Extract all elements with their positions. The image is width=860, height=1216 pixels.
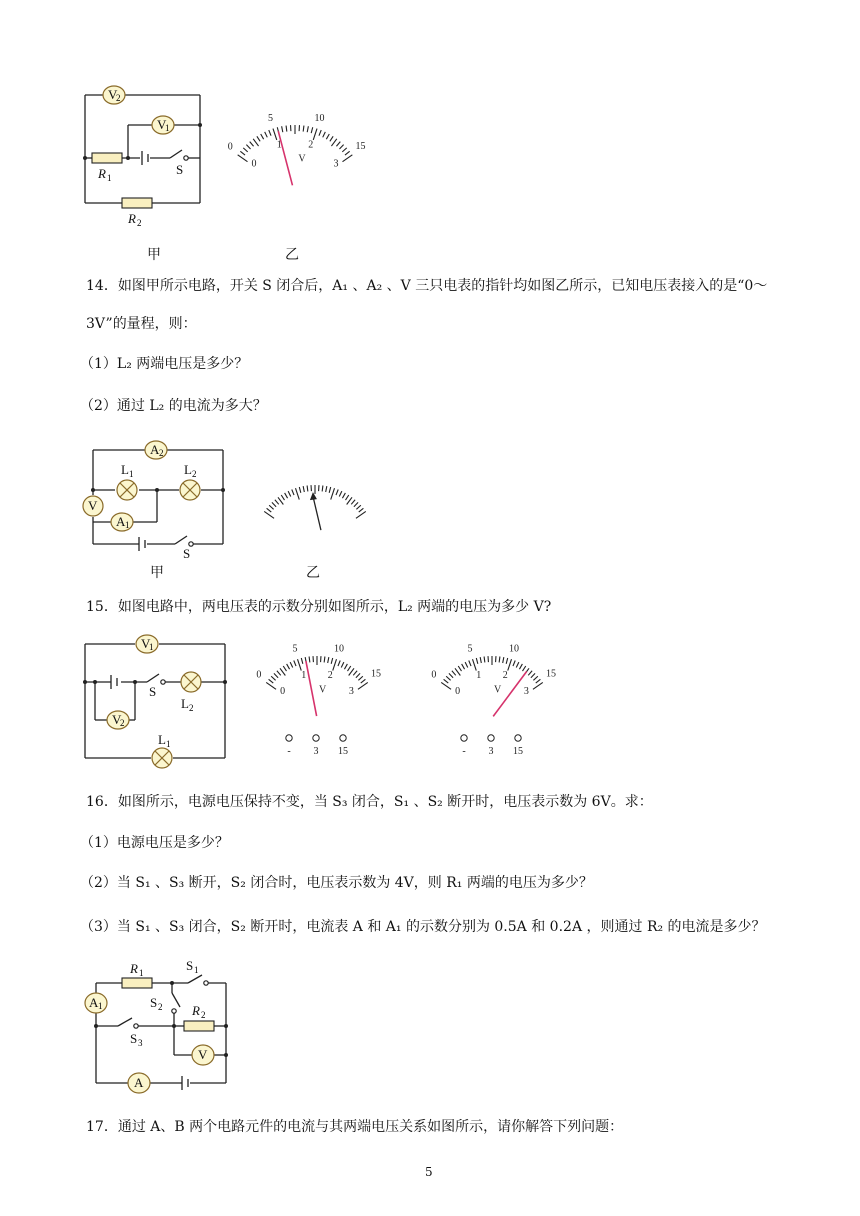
meter14-tick: [285, 493, 288, 498]
svg-text:R: R: [128, 211, 136, 226]
q14-sub2: （2）通过 L₂ 的电流为多大？: [80, 398, 267, 414]
svg-text:1: 1: [194, 965, 199, 975]
figure-14-caption-left: 甲: [150, 565, 164, 581]
meter13-tick: [303, 126, 304, 132]
lamp-l2-icon: [180, 462, 200, 500]
q14-sub1: （1）L₂ 两端电压是多少？: [80, 356, 249, 372]
meter15b-terminal-label: 3: [488, 746, 494, 757]
svg-text:2: 2: [192, 469, 197, 479]
meter15b-tick: [528, 671, 532, 676]
meter13-tick: [343, 155, 353, 162]
svg-text:S: S: [176, 162, 184, 177]
q16-text: 16．如图所示，电源电压保持不变，当 S₃ 闭合，S₁ 、S₂ 断开时，电压表示数为 6V。求：: [86, 794, 653, 810]
meter15b-terminal-label: -: [462, 746, 466, 757]
meter14-tick: [303, 486, 304, 492]
svg-text:2: 2: [159, 448, 164, 458]
q16-sub1: （1）电源电压是多少？: [80, 835, 229, 851]
meter15b-tick: [462, 664, 465, 669]
figure-13-caption-right: 乙: [285, 247, 299, 263]
meter15b-tick: [472, 659, 476, 670]
meter15a-terminal: [340, 735, 346, 741]
figure-15-circuit: [75, 630, 235, 770]
svg-text:S: S: [150, 995, 158, 1010]
meter15a-tick: [344, 664, 347, 669]
svg-text:L: L: [181, 696, 189, 711]
meter15a-tick: [328, 657, 329, 663]
meter15a-tick: [271, 676, 275, 680]
svg-text:1: 1: [139, 968, 144, 978]
meter14-needle: [313, 496, 321, 530]
meter14-tick: [278, 497, 283, 504]
svg-text:R: R: [130, 961, 138, 976]
meter15b-tick: [480, 657, 481, 663]
figure-13-caption-left: 甲: [147, 247, 161, 263]
meter15b-tick: [452, 671, 456, 676]
meter15b-label-outer: 5: [467, 643, 473, 655]
meter13-tick: [313, 129, 317, 140]
meter15b-tick: [519, 664, 522, 669]
svg-text:A: A: [150, 442, 160, 457]
svg-text:2: 2: [137, 218, 142, 228]
meter14-tick: [267, 508, 272, 512]
voltmeter-v1-icon: [152, 116, 174, 134]
meter13-tick: [265, 132, 268, 137]
meter13-unit-label: V: [298, 153, 306, 165]
meter15b-label-inner: 0: [455, 685, 461, 697]
resistor-r1-icon: [122, 978, 152, 988]
voltmeter-v2-icon: [103, 86, 125, 104]
meter13-tick: [311, 127, 313, 133]
ammeter-a1-icon: [85, 993, 107, 1013]
meter15a-tick: [358, 676, 362, 680]
meter14-tick: [264, 511, 274, 518]
q17-text: 17．通过 A、B 两个电路元件的电流与其两端电压关系如图所示，请你解答下列问题：: [86, 1119, 624, 1135]
meter13-label-outer: 10: [314, 112, 325, 124]
meter15b-terminal: [515, 735, 521, 741]
meter15b-tick: [506, 658, 508, 664]
voltmeter-v2-icon: [107, 711, 129, 729]
meter13-label-inner: 3: [333, 158, 339, 170]
meter15b-tick: [499, 657, 500, 663]
svg-text:A: A: [134, 1075, 144, 1090]
meter15a-label-outer-zero: 0: [256, 669, 262, 681]
meter14-tick: [281, 495, 284, 500]
svg-text:1: 1: [107, 173, 112, 183]
figure-13-voltmeter-dial: [210, 100, 380, 185]
svg-text:S: S: [183, 546, 191, 561]
meter15a-label-inner: 3: [348, 685, 354, 697]
meter15b-tick: [458, 666, 461, 671]
figure-16-circuit: [78, 955, 243, 1090]
meter15b-terminal: [461, 735, 467, 741]
meter15b-tick: [465, 662, 468, 667]
meter15a-tick: [358, 682, 368, 689]
meter15a-tick: [294, 661, 296, 667]
meter13-label-inner: 1: [276, 139, 282, 151]
svg-text:1: 1: [165, 123, 170, 133]
meter15b-tick: [455, 668, 460, 675]
figure-13-circuit: [70, 78, 220, 228]
meter15a-tick: [277, 671, 281, 676]
meter15a-tick: [349, 668, 354, 675]
meter13-label-outer-end: 15: [355, 141, 366, 153]
meter13-tick: [307, 126, 308, 132]
meter15b-label-inner: 1: [476, 670, 482, 682]
meter15b-tick: [446, 676, 450, 680]
svg-text:2: 2: [201, 1010, 206, 1020]
meter14-tick: [329, 487, 331, 493]
meter15a-tick: [338, 661, 340, 667]
svg-text:S: S: [186, 958, 194, 973]
meter15a-unit-label: V: [318, 684, 327, 696]
lamp-l1-icon: [117, 462, 137, 500]
meter15b-label-outer: 10: [509, 643, 520, 655]
meter14-needle-arrowhead: [310, 492, 317, 500]
meter14-tick: [326, 486, 327, 492]
meter15a-label-inner: 2: [327, 670, 333, 682]
meter15a-needle: [306, 661, 317, 716]
meter15a-tick: [301, 658, 303, 664]
svg-text:V: V: [112, 712, 122, 727]
resistor-r2-icon: [184, 1021, 214, 1031]
meter13-tick: [240, 151, 245, 155]
meter15a-label-inner: 1: [301, 670, 307, 682]
svg-text:V: V: [88, 498, 98, 513]
meter14-tick: [336, 490, 338, 496]
svg-text:1: 1: [125, 520, 130, 530]
meter15a-tick: [347, 666, 350, 671]
meter13-tick: [261, 134, 264, 139]
meter14-tick: [359, 508, 364, 512]
meter13-tick: [243, 148, 247, 152]
meter13-tick: [345, 151, 350, 155]
meter15a-tick: [309, 657, 310, 663]
page-number: 5: [425, 1165, 433, 1179]
svg-text:R: R: [98, 166, 106, 181]
meter15a-terminal: [286, 735, 292, 741]
meter15b-tick: [476, 658, 478, 664]
svg-text:A: A: [116, 514, 126, 529]
meter15a-terminal-label: 15: [338, 746, 348, 757]
meter14-tick: [331, 488, 335, 499]
svg-text:A: A: [89, 995, 99, 1010]
meter15a-label-inner: 0: [280, 685, 286, 697]
meter15b-label-outer-zero: 0: [431, 669, 437, 681]
meter13-tick: [286, 126, 287, 132]
svg-text:L: L: [121, 462, 129, 477]
meter15a-tick: [290, 662, 293, 667]
meter13-tick: [323, 132, 326, 137]
resistor-r2-icon: [122, 198, 152, 208]
meter13-tick: [319, 130, 321, 136]
meter14-tick: [299, 487, 301, 493]
meter13-tick: [336, 142, 340, 147]
meter14-tick: [356, 511, 366, 518]
meter13-label-outer-zero: 0: [227, 141, 233, 153]
meter15a-terminal: [313, 735, 319, 741]
meter13-label-inner: 2: [308, 139, 314, 151]
svg-text:V: V: [141, 636, 151, 651]
meter14-tick: [347, 497, 352, 504]
meter14-tick: [356, 505, 360, 509]
q14-text-line2: 3V”的量程，则：: [86, 316, 197, 332]
svg-text:1: 1: [98, 1001, 103, 1011]
meter15b-tick: [449, 673, 453, 677]
meter15a-label-outer: 10: [334, 643, 345, 655]
meter15b-terminal-label: 15: [513, 746, 523, 757]
svg-text:1: 1: [166, 739, 171, 749]
svg-text:V: V: [108, 87, 118, 102]
meter15b-tick: [444, 679, 449, 683]
figure-15-voltmeter-1: [230, 640, 405, 757]
figure-14-circuit: [75, 440, 235, 560]
meter14-tick: [292, 490, 294, 496]
meter14-tick: [342, 493, 345, 498]
meter15b-tick: [508, 659, 512, 670]
svg-text:1: 1: [129, 469, 134, 479]
meter13-needle: [278, 131, 292, 185]
meter13-tick: [326, 134, 329, 139]
ammeter-a2-icon: [145, 441, 167, 459]
meter15b-tick: [522, 666, 525, 671]
voltmeter-v-icon: [192, 1045, 214, 1065]
meter13-tick: [273, 129, 277, 140]
meter13-tick: [331, 139, 336, 146]
svg-text:S: S: [149, 684, 157, 699]
meter15a-terminal-label: -: [287, 746, 291, 757]
svg-text:2: 2: [158, 1002, 163, 1012]
meter15a-tick: [353, 671, 357, 676]
meter15a-tick: [341, 662, 344, 667]
meter13-tick: [330, 136, 333, 141]
meter15b-tick: [516, 662, 519, 667]
meter13-tick: [257, 136, 260, 141]
meter15b-tick: [531, 673, 535, 677]
meter15a-tick: [356, 673, 360, 677]
meter15b-tick: [533, 676, 537, 680]
meter13-tick: [246, 145, 250, 149]
meter15a-tick: [283, 666, 286, 671]
meter15a-label-outer: 5: [292, 643, 298, 655]
q16-sub2: （2）当 S₁ 、S₃ 断开，S₂ 闭合时，电压表示数为 4V，则 R₁ 两端的电压为多少？: [80, 875, 593, 891]
meter14-tick: [345, 495, 348, 500]
meter15b-label-inner: 3: [523, 685, 529, 697]
meter14-tick: [322, 486, 323, 492]
meter15b-tick: [503, 657, 504, 663]
meter13-tick: [342, 148, 346, 152]
meter14-tick: [275, 500, 279, 505]
voltmeter-v1-icon: [136, 635, 158, 653]
lamp-l1-icon: [152, 732, 172, 768]
q16-sub3: （3）当 S₁ 、S₃ 闭合，S₂ 断开时，电流表 A 和 A₁ 的示数分别为 0.5A 和 0.2A ，则通过 R₂ 的电流是多少？: [80, 919, 766, 935]
svg-text:L: L: [184, 462, 192, 477]
meter14-tick: [354, 502, 358, 506]
ammeter-a-icon: [128, 1073, 150, 1093]
meter15b-label-inner: 2: [502, 670, 508, 682]
resistor-r1-icon: [92, 153, 122, 163]
q14-text-line1: 14．如图甲所示电路，开关 S 闭合后，A₁ 、A₂ 、V 三只电表的指针均如图乙所示，已知电压表接入的是“0～: [86, 278, 768, 294]
lamp-l2-icon: [181, 672, 201, 713]
meter15a-tick: [331, 658, 333, 664]
svg-text:3: 3: [138, 1038, 143, 1048]
svg-text:1: 1: [149, 642, 154, 652]
meter15b-terminal: [488, 735, 494, 741]
meter15b-tick: [513, 661, 515, 667]
meter14-tick: [269, 505, 273, 509]
svg-text:S: S: [130, 1031, 138, 1046]
meter15b-unit-label: V: [493, 684, 502, 696]
meter13-tick: [339, 145, 343, 149]
meter15a-label-outer-end: 15: [370, 668, 381, 680]
meter15a-tick: [361, 679, 366, 683]
voltmeter-v-icon: [83, 496, 103, 516]
meter15a-terminal-label: 3: [313, 746, 319, 757]
meter14-tick: [288, 491, 291, 496]
meter15b-tick: [484, 657, 485, 663]
svg-text:2: 2: [116, 93, 121, 103]
meter13-tick: [238, 155, 248, 162]
meter14-tick: [339, 491, 342, 496]
meter15b-tick: [441, 682, 451, 689]
figure-15-voltmeter-2: [405, 640, 580, 757]
svg-text:2: 2: [189, 703, 194, 713]
meter13-tick: [253, 139, 258, 146]
meter13-tick: [269, 130, 271, 136]
meter13-tick: [282, 126, 283, 132]
meter15a-tick: [266, 682, 276, 689]
svg-text:2: 2: [120, 718, 125, 728]
svg-text:V: V: [198, 1047, 208, 1062]
meter15a-tick: [280, 668, 285, 675]
q15-text: 15．如图电路中，两电压表的示数分别如图所示，L₂ 两端的电压为多少 V?: [86, 599, 552, 615]
meter14-tick: [295, 488, 299, 499]
meter15a-tick: [287, 664, 290, 669]
meter15b-tick: [536, 679, 541, 683]
meter13-label-outer: 5: [267, 112, 273, 124]
meter15a-tick: [324, 657, 325, 663]
ammeter-a1-icon: [111, 513, 133, 531]
meter13-label-inner: 0: [251, 158, 257, 170]
meter15b-tick: [533, 682, 543, 689]
meter15a-tick: [333, 659, 337, 670]
figure-14-meter-dial: [245, 462, 385, 537]
meter15a-tick: [269, 679, 274, 683]
meter15a-tick: [274, 673, 278, 677]
figure-14-caption-right: 乙: [306, 565, 320, 581]
meter15b-tick: [469, 661, 471, 667]
meter13-tick: [250, 142, 254, 147]
meter15b-label-outer-end: 15: [545, 668, 556, 680]
svg-text:L: L: [158, 732, 166, 747]
meter14-tick: [307, 486, 308, 492]
meter14-tick: [272, 502, 276, 506]
svg-text:R: R: [192, 1003, 200, 1018]
meter15a-tick: [297, 659, 301, 670]
meter14-tick: [351, 500, 355, 505]
svg-text:V: V: [157, 117, 167, 132]
